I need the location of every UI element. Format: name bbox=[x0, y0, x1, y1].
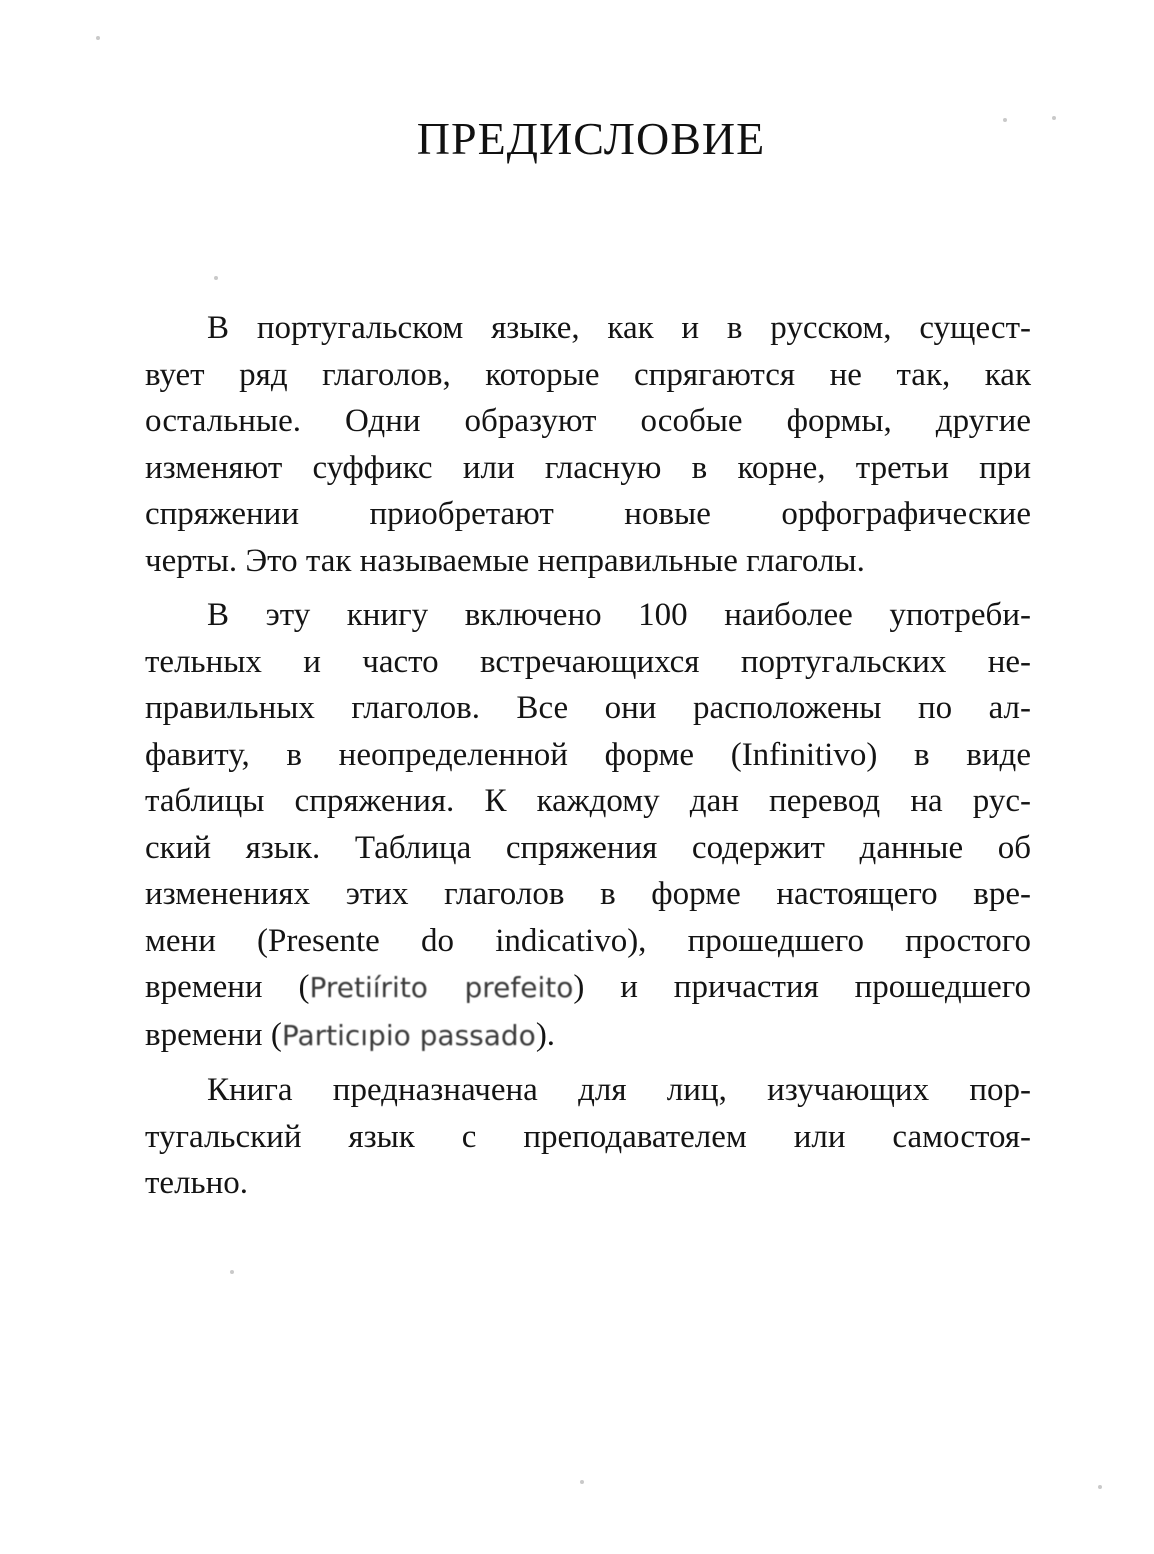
scan-speck bbox=[96, 36, 100, 40]
text-line: таблицы спряжения. К каждому дан перевод на рус- bbox=[145, 783, 1031, 819]
text-line: тельных и часто встречающихся португальских не- bbox=[145, 643, 1031, 680]
scan-speck bbox=[1098, 1485, 1102, 1489]
text-line: правильных глаголов. Все они расположены по ал- bbox=[145, 690, 1031, 726]
paragraph-3 bbox=[145, 1067, 1031, 1207]
text-line: черты. Это так называемые неправильные глаголы. bbox=[145, 542, 865, 579]
text-line: В португальском языке, как и в русском, сущест- bbox=[207, 310, 1031, 346]
text-line-participio bbox=[145, 1012, 1031, 1060]
paragraph-1 bbox=[145, 305, 1031, 584]
text-segment: ). bbox=[535, 1016, 556, 1053]
text-segment: времени ( bbox=[145, 1016, 282, 1053]
text-line: изменяют суффикс или гласную в корне, третьи при bbox=[145, 449, 1031, 486]
text-line: мени (Presente do indicativo), прошедшего простого bbox=[145, 922, 1031, 959]
text-line: тельно. bbox=[145, 1165, 248, 1201]
preface-body bbox=[145, 305, 1031, 1215]
text-segment: ) и причастия прошедшего bbox=[573, 969, 1031, 1005]
scan-speck bbox=[230, 1270, 234, 1274]
scan-speck bbox=[580, 1480, 584, 1484]
text-line: тугальский язык с преподавателем или самостоя- bbox=[145, 1118, 1031, 1155]
text-line: остальные. Одни образуют особые формы, другие bbox=[145, 403, 1031, 439]
page-title: ПРЕДИСЛОВИЕ bbox=[416, 113, 766, 164]
term-participio: Particıpio passado bbox=[281, 1018, 536, 1052]
text-line: вует ряд глаголов, которые спрягаются не так, как bbox=[145, 356, 1031, 393]
text-line: фавиту, в неопределенной форме (Infinitivo) в виде bbox=[145, 736, 1031, 773]
text-line: Книга предназначена для лиц, изучающих пор- bbox=[207, 1072, 1031, 1108]
text-line: ский язык. Таблица спряжения содержит данные об bbox=[145, 829, 1031, 866]
text-line-pretrito bbox=[145, 964, 1031, 1012]
term-pretrito: Pretiírito prefeito bbox=[309, 971, 574, 1004]
text-segment: времени ( bbox=[145, 969, 310, 1005]
text-line: спряжении приобретают новые орфографические bbox=[145, 496, 1031, 532]
text-line: изменениях этих глаголов в форме настоящего вре- bbox=[145, 876, 1031, 912]
paragraph-2 bbox=[145, 592, 1031, 1059]
scan-speck bbox=[214, 276, 218, 280]
text-line: В эту книгу включено 100 наиболее употреби- bbox=[207, 597, 1031, 633]
